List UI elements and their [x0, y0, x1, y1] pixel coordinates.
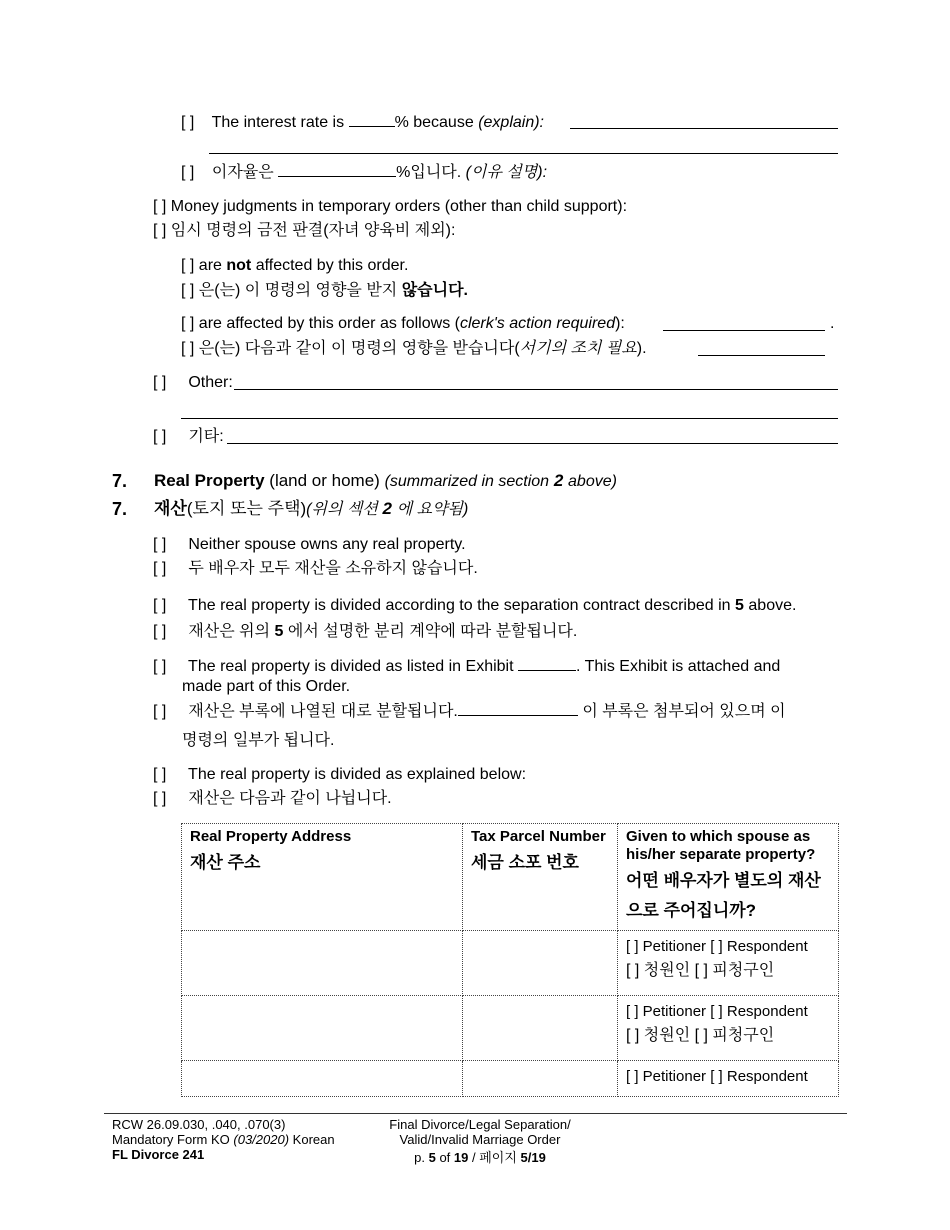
real-property-table	[181, 823, 839, 1097]
affected-ko-field[interactable]	[698, 355, 825, 356]
section-7-title-ko-bold: 재산	[154, 499, 187, 518]
affected-en	[181, 314, 625, 334]
interest-rate-ko-checkbox[interactable]: [ ]	[181, 164, 195, 181]
money-judgments-ko	[153, 221, 455, 241]
footer-page-a: p.	[414, 1150, 425, 1165]
money-judgments-en-checkbox[interactable]: [ ]	[153, 198, 167, 215]
option-1-en-checkbox[interactable]: [ ]	[153, 536, 167, 553]
interest-rate-ko-prefix: 이자율은	[211, 164, 274, 181]
option-4-ko	[153, 789, 392, 809]
footer-divider	[104, 1113, 847, 1114]
tax-parcel-cell[interactable]	[463, 1061, 618, 1097]
section-7-title-ko-italic-num: 2	[382, 499, 392, 518]
header-given-to	[618, 824, 839, 931]
section-7-title-en-bold: Real Property	[154, 471, 265, 490]
not-affected-ko	[181, 281, 468, 301]
footer-mandatory-b: (03/2020)	[233, 1132, 290, 1147]
section-7-title-ko-italic-b: 에 요약됨)	[396, 501, 469, 518]
spouse-choice-ko[interactable]: [ ] 청원인 [ ] 피청구인	[626, 1027, 775, 1044]
not-affected-en-b: not	[226, 257, 252, 274]
spouse-choice-ko[interactable]: [ ] 청원인 [ ] 피청구인	[626, 962, 775, 979]
table-header-row	[182, 824, 839, 931]
option-1-ko-text: 두 배우자 모두 재산을 소유하지 않습니다.	[188, 560, 478, 577]
option-1-en-text: Neither spouse owns any real property.	[188, 536, 466, 553]
option-3-en-exhibit-field[interactable]	[518, 656, 576, 671]
option-2-ko-checkbox[interactable]: [ ]	[153, 623, 167, 640]
table-row	[182, 931, 839, 996]
affected-en-end: .	[830, 315, 835, 332]
option-2-ko-b: 에서 설명한 분리 계약에 따라 분할됩니다.	[287, 623, 578, 640]
section-7-title-ko-italic-a: (위의 섹션	[306, 501, 378, 518]
spouse-cell	[618, 996, 839, 1061]
option-3-en	[153, 656, 780, 677]
option-3-ko-exhibit-field[interactable]	[458, 701, 578, 716]
footer-mandatory	[112, 1132, 335, 1147]
interest-rate-en-mid: % because	[394, 114, 474, 131]
option-3-ko-a: 재산은 부록에 나열된 대로 분할됩니다.	[188, 703, 458, 720]
money-judgments-ko-checkbox[interactable]: [ ]	[153, 222, 167, 239]
spouse-choice-en[interactable]: [ ] Petitioner [ ] Respondent	[626, 1068, 808, 1085]
money-judgments-ko-text: 임시 명령의 금전 판결(자녀 양육비 제외):	[170, 222, 456, 239]
footer-mandatory-a: Mandatory Form KO	[112, 1132, 230, 1147]
interest-rate-en-prefix: The interest rate is	[211, 114, 345, 131]
option-4-en-text: The real property is divided as explained below:	[188, 766, 527, 783]
footer-center	[380, 1117, 580, 1165]
section-7-title-en	[154, 470, 617, 493]
money-judgments-en-text: Money judgments in temporary orders (other than child support):	[170, 198, 628, 215]
section-7-number-en: 7.	[112, 471, 128, 491]
spouse-choice-en[interactable]: [ ] Petitioner [ ] Respondent	[626, 938, 808, 955]
table-row	[182, 1061, 839, 1097]
spouse-cell	[618, 931, 839, 996]
not-affected-en-c: affected by this order.	[255, 257, 409, 274]
footer-doc-title-2: Valid/Invalid Marriage Order	[399, 1132, 561, 1147]
option-2-en-a: The real property is divided according to the separation contract described in	[188, 597, 731, 614]
other-ko-checkbox[interactable]: [ ]	[153, 428, 167, 445]
affected-en-checkbox[interactable]: [ ]	[181, 315, 195, 332]
affected-en-b: clerk's action required	[459, 315, 616, 332]
footer-mandatory-c: Korean	[292, 1132, 335, 1147]
not-affected-ko-checkbox[interactable]: [ ]	[181, 282, 195, 299]
option-3-en-a: The real property is divided as listed in Exhibit	[188, 658, 514, 675]
option-1-ko	[153, 559, 478, 579]
other-en-line	[153, 373, 233, 393]
affected-ko-a: 은(는) 다음과 같이 이 명령의 영향을 받습니다(	[198, 340, 520, 357]
address-cell[interactable]	[182, 996, 463, 1061]
not-affected-ko-b: 않습니다.	[401, 282, 468, 299]
section-7-title-ko-rest: (토지 또는 주택)	[186, 499, 307, 518]
affected-ko-c: ).	[636, 340, 647, 357]
affected-en-a: are affected by this order as follows (	[198, 315, 460, 332]
option-2-en	[153, 596, 796, 616]
affected-ko	[181, 339, 647, 359]
not-affected-en	[181, 256, 408, 276]
tax-parcel-cell[interactable]	[463, 996, 618, 1061]
money-judgments-en	[153, 197, 627, 217]
interest-rate-ko-mid: %입니다.	[396, 164, 462, 181]
section-7-title-en-italic-num: 2	[553, 471, 564, 490]
interest-rate-en-explain-field[interactable]	[570, 128, 838, 129]
option-3-ko-cont: 명령의 일부가 됩니다.	[182, 732, 335, 749]
other-ko-line	[153, 427, 224, 447]
footer-page-total: 19	[453, 1150, 469, 1165]
address-cell[interactable]	[182, 931, 463, 996]
header-address	[182, 824, 463, 931]
option-4-en-checkbox[interactable]: [ ]	[153, 766, 167, 783]
not-affected-en-checkbox[interactable]: [ ]	[181, 257, 195, 274]
footer-rcw: RCW 26.09.030, .040, .070(3)	[112, 1117, 286, 1132]
option-2-ko	[153, 622, 577, 642]
other-en-field[interactable]	[234, 389, 838, 390]
other-continuation-field[interactable]	[181, 418, 838, 419]
interest-rate-en-blank[interactable]	[349, 112, 395, 127]
table-row	[182, 996, 839, 1061]
other-ko-label: 기타:	[188, 428, 224, 445]
section-7-title-en-italic-a: (summarized in section	[384, 473, 550, 490]
address-cell[interactable]	[182, 1061, 463, 1097]
option-3-ko	[153, 701, 786, 722]
interest-rate-en-explain: (explain):	[478, 114, 544, 131]
footer-form-id: FL Divorce 241	[112, 1147, 205, 1162]
interest-rate-ko-blank[interactable]	[278, 162, 396, 177]
option-2-en-checkbox[interactable]: [ ]	[153, 597, 167, 614]
option-4-en	[153, 765, 526, 785]
interest-rate-ko-line	[181, 162, 547, 183]
interest-rate-en-line	[181, 112, 544, 133]
header-address-ko: 재산 주소	[190, 853, 261, 872]
interest-rate-ko-explain: (이유 설명):	[465, 164, 548, 181]
option-3-en-cont: made part of this Order.	[182, 678, 351, 695]
option-4-ko-text: 재산은 다음과 같이 나뉩니다.	[188, 790, 392, 807]
option-4-ko-checkbox[interactable]: [ ]	[153, 790, 167, 807]
other-en-checkbox[interactable]: [ ]	[153, 374, 167, 391]
footer-page-ko: / 페이지	[472, 1150, 517, 1165]
option-2-en-b: above.	[748, 597, 797, 614]
option-3-ko-b: 이 부록은 첨부되어 있으며 이	[582, 703, 786, 720]
not-affected-en-a: are	[198, 257, 222, 274]
option-2-ko-num: 5	[274, 623, 284, 640]
affected-en-field[interactable]	[663, 330, 825, 331]
spouse-cell	[618, 1061, 839, 1097]
section-7-title-ko	[154, 498, 468, 521]
other-en-label: Other:	[188, 374, 233, 391]
other-ko-field[interactable]	[227, 443, 838, 444]
footer-page-num: 5	[428, 1150, 436, 1165]
header-tax-parcel-en: Tax Parcel Number	[471, 828, 606, 845]
tax-parcel-cell[interactable]	[463, 931, 618, 996]
header-tax-parcel	[463, 824, 618, 931]
footer-page	[380, 1150, 580, 1165]
option-1-en	[153, 535, 466, 555]
option-1-ko-checkbox[interactable]: [ ]	[153, 560, 167, 577]
affected-ko-b: 서기의 조치 필요	[519, 340, 637, 357]
interest-rate-en-checkbox[interactable]: [ ]	[181, 114, 195, 131]
footer-doc-title-1: Final Divorce/Legal Separation/	[389, 1117, 571, 1132]
option-3-en-checkbox[interactable]: [ ]	[153, 658, 167, 675]
option-2-en-num: 5	[735, 597, 744, 614]
option-2-ko-a: 재산은 위의	[188, 623, 271, 640]
footer-left	[112, 1117, 335, 1162]
section-7-title-en-italic-b: above)	[568, 473, 617, 490]
section-7-number-ko: 7.	[112, 499, 128, 519]
section-7-title-en-rest: (land or home)	[269, 471, 380, 490]
header-address-en: Real Property Address	[190, 828, 352, 845]
header-tax-parcel-ko: 세금 소포 번호	[471, 853, 579, 872]
option-3-ko-checkbox[interactable]: [ ]	[153, 703, 167, 720]
spouse-choice-en[interactable]: [ ] Petitioner [ ] Respondent	[626, 1003, 808, 1020]
affected-en-c: ):	[615, 315, 625, 332]
header-given-to-en: Given to which spouse as his/her separate property?	[626, 828, 816, 863]
affected-ko-checkbox[interactable]: [ ]	[181, 340, 195, 357]
footer-page-ko-num: 5/19	[520, 1150, 546, 1165]
interest-rate-explain-continuation[interactable]	[209, 153, 838, 154]
footer-page-of: of	[439, 1150, 451, 1165]
not-affected-ko-a: 은(는) 이 명령의 영향을 받지	[198, 282, 398, 299]
option-3-en-b: . This Exhibit is attached and	[576, 658, 781, 675]
header-given-to-ko: 어떤 배우자가 별도의 재산으로 주어집니까?	[626, 871, 821, 920]
